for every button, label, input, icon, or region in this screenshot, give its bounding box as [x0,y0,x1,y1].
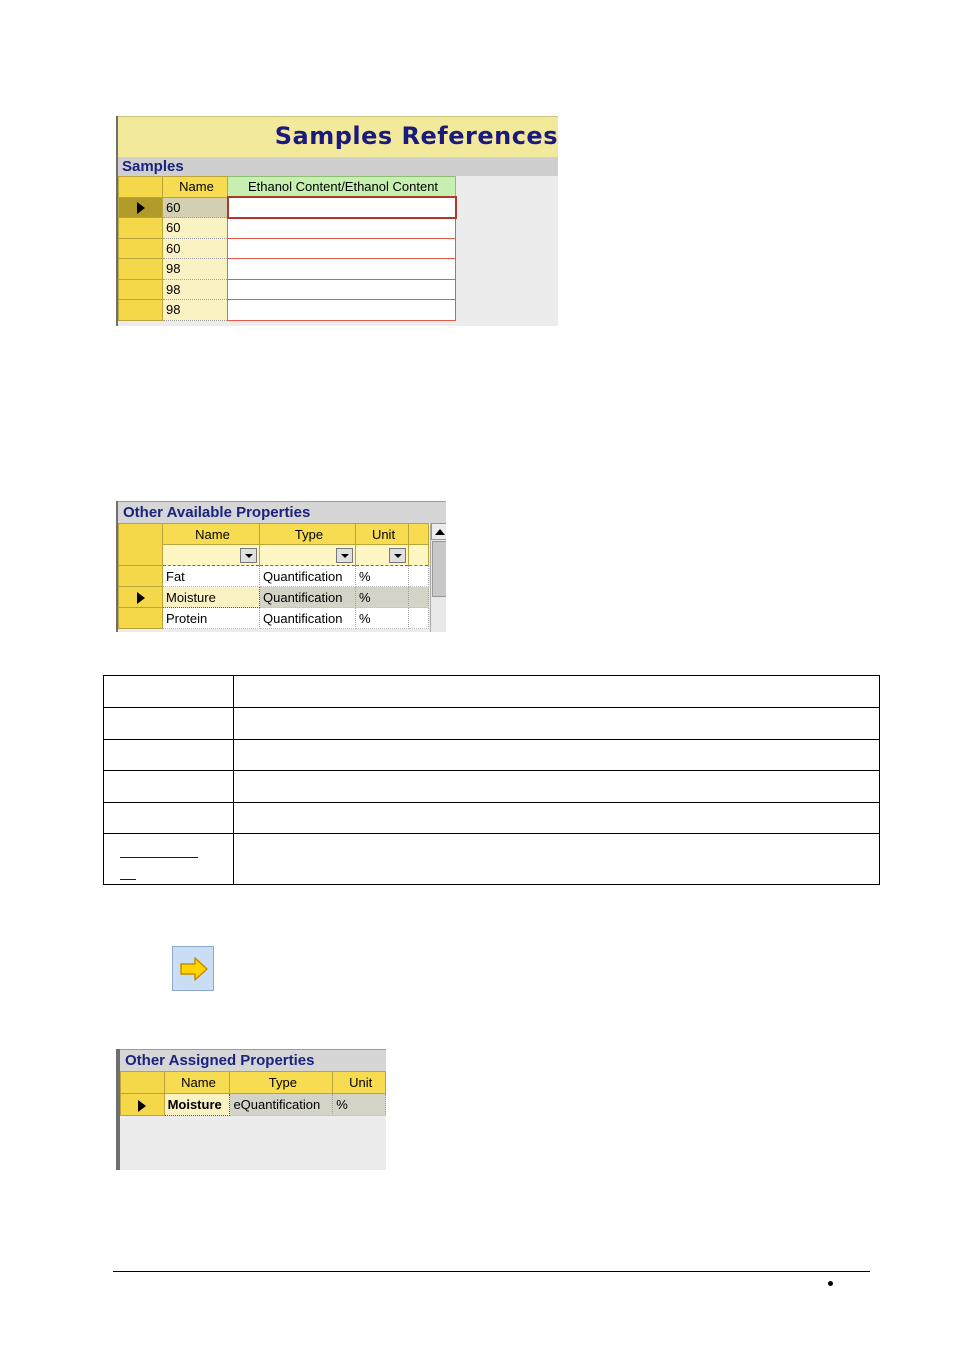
corner-header [119,524,163,566]
table-row[interactable] [119,587,429,608]
type-filter[interactable] [260,545,356,566]
row-header[interactable] [119,259,163,280]
column-header-type[interactable]: Type [230,1072,333,1094]
panel-title: Other Available Properties [123,504,311,521]
scroll-thumb[interactable] [432,541,446,597]
row-header[interactable] [119,279,163,300]
row-pointer-icon [137,202,145,214]
column-header-unit[interactable]: Unit [356,524,409,545]
sample-name-cell[interactable]: 60 [163,238,228,259]
table-row[interactable] [119,608,429,629]
table-row[interactable] [119,566,429,587]
column-header-name[interactable]: Name [164,1072,230,1094]
property-name-cell[interactable]: Fat [163,566,260,587]
table-cell [104,834,234,885]
banner-title: Samples References [274,122,558,150]
table-row[interactable] [119,259,456,280]
table-cell [234,803,880,834]
table-row [104,803,880,834]
table-row [104,834,880,885]
property-type-cell[interactable]: eQuantification [230,1094,333,1116]
property-value-cell[interactable] [228,259,456,280]
move-property-button[interactable] [172,946,214,991]
filter-spacer [409,545,429,566]
chevron-down-icon[interactable] [240,548,257,563]
scroll-up-icon[interactable] [431,523,446,540]
panel-title-bar [120,1049,386,1071]
table-row[interactable] [121,1094,386,1116]
footer-rule [113,1271,870,1272]
samples-section-label: Samples [122,158,184,175]
row-header[interactable] [119,238,163,259]
sample-name-cell[interactable]: 98 [163,300,228,321]
property-name-cell[interactable]: Moisture [163,587,260,608]
table-row[interactable] [119,279,456,300]
property-type-cell[interactable]: Quantification [260,587,356,608]
sample-name-cell[interactable]: 60 [163,197,228,218]
row-header[interactable] [119,300,163,321]
column-header-name[interactable]: Name [163,177,228,198]
samples-references-panel [116,116,558,326]
other-available-properties-panel [116,501,446,632]
row-header[interactable] [119,197,163,218]
row-header[interactable] [119,608,163,629]
other-assigned-properties-panel [116,1049,386,1170]
property-value-cell[interactable] [228,300,456,321]
chevron-down-icon[interactable] [389,548,406,563]
samples-grid [118,176,457,321]
property-name-cell[interactable]: Moisture [164,1094,230,1116]
column-header-property[interactable]: Ethanol Content/Ethanol Content [228,177,456,198]
row-header[interactable] [119,566,163,587]
table-row[interactable] [119,197,456,218]
row-header[interactable] [121,1094,165,1116]
available-properties-grid [118,523,429,629]
property-value-cell[interactable] [228,197,456,218]
property-value-cell[interactable] [228,218,456,239]
property-type-cell[interactable]: Quantification [260,566,356,587]
property-type-cell[interactable]: Quantification [260,608,356,629]
column-header-type[interactable]: Type [260,524,356,545]
arrow-right-icon [173,947,215,992]
property-unit-cell[interactable]: % [356,566,409,587]
table-row [104,740,880,771]
property-value-cell[interactable] [228,279,456,300]
table-cell [234,834,880,885]
corner-header [121,1072,165,1094]
sample-name-cell[interactable]: 60 [163,218,228,239]
sample-name-cell[interactable]: 98 [163,279,228,300]
table-row[interactable] [119,218,456,239]
panel-title: Other Assigned Properties [125,1052,315,1069]
row-header[interactable] [119,587,163,608]
table-row[interactable] [119,238,456,259]
table-cell [104,676,234,708]
chevron-down-icon[interactable] [336,548,353,563]
property-unit-cell[interactable]: % [333,1094,386,1116]
grid-header-row [121,1072,386,1094]
panel-title-bar [118,501,446,523]
grid-header-row [119,524,429,545]
property-value-cell[interactable] [228,238,456,259]
row-pointer-icon [137,592,145,604]
table-row [104,676,880,708]
name-filter[interactable] [163,545,260,566]
table-row [104,708,880,740]
column-header-spacer [409,524,429,545]
row-header[interactable] [119,218,163,239]
property-name-cell[interactable]: Protein [163,608,260,629]
row-spacer [409,566,429,587]
table-cell [234,740,880,771]
unit-filter[interactable] [356,545,409,566]
row-spacer [409,608,429,629]
table-cell [104,771,234,803]
column-header-name[interactable]: Name [163,524,260,545]
hyperlink-underline[interactable] [120,857,198,858]
table-cell [234,676,880,708]
samples-references-banner [118,116,558,157]
row-pointer-icon [138,1100,146,1112]
table-cell [104,803,234,834]
corner-header [119,177,163,198]
grid-header-row [119,177,456,198]
table-cell [104,740,234,771]
row-spacer [409,587,429,608]
column-header-unit[interactable]: Unit [333,1072,386,1094]
vertical-scrollbar[interactable] [430,523,446,632]
assigned-properties-grid [120,1071,386,1116]
table-cell [234,771,880,803]
samples-section-header [118,157,558,176]
property-unit-cell[interactable]: % [356,608,409,629]
table-row[interactable] [119,300,456,321]
filter-row [119,545,429,566]
bullet-icon [828,1281,833,1286]
sample-name-cell[interactable]: 98 [163,259,228,280]
table-cell [234,708,880,740]
table-cell [104,708,234,740]
table-row [104,771,880,803]
property-unit-cell[interactable]: % [356,587,409,608]
document-table [103,675,880,885]
hyperlink-underline[interactable] [120,879,136,880]
